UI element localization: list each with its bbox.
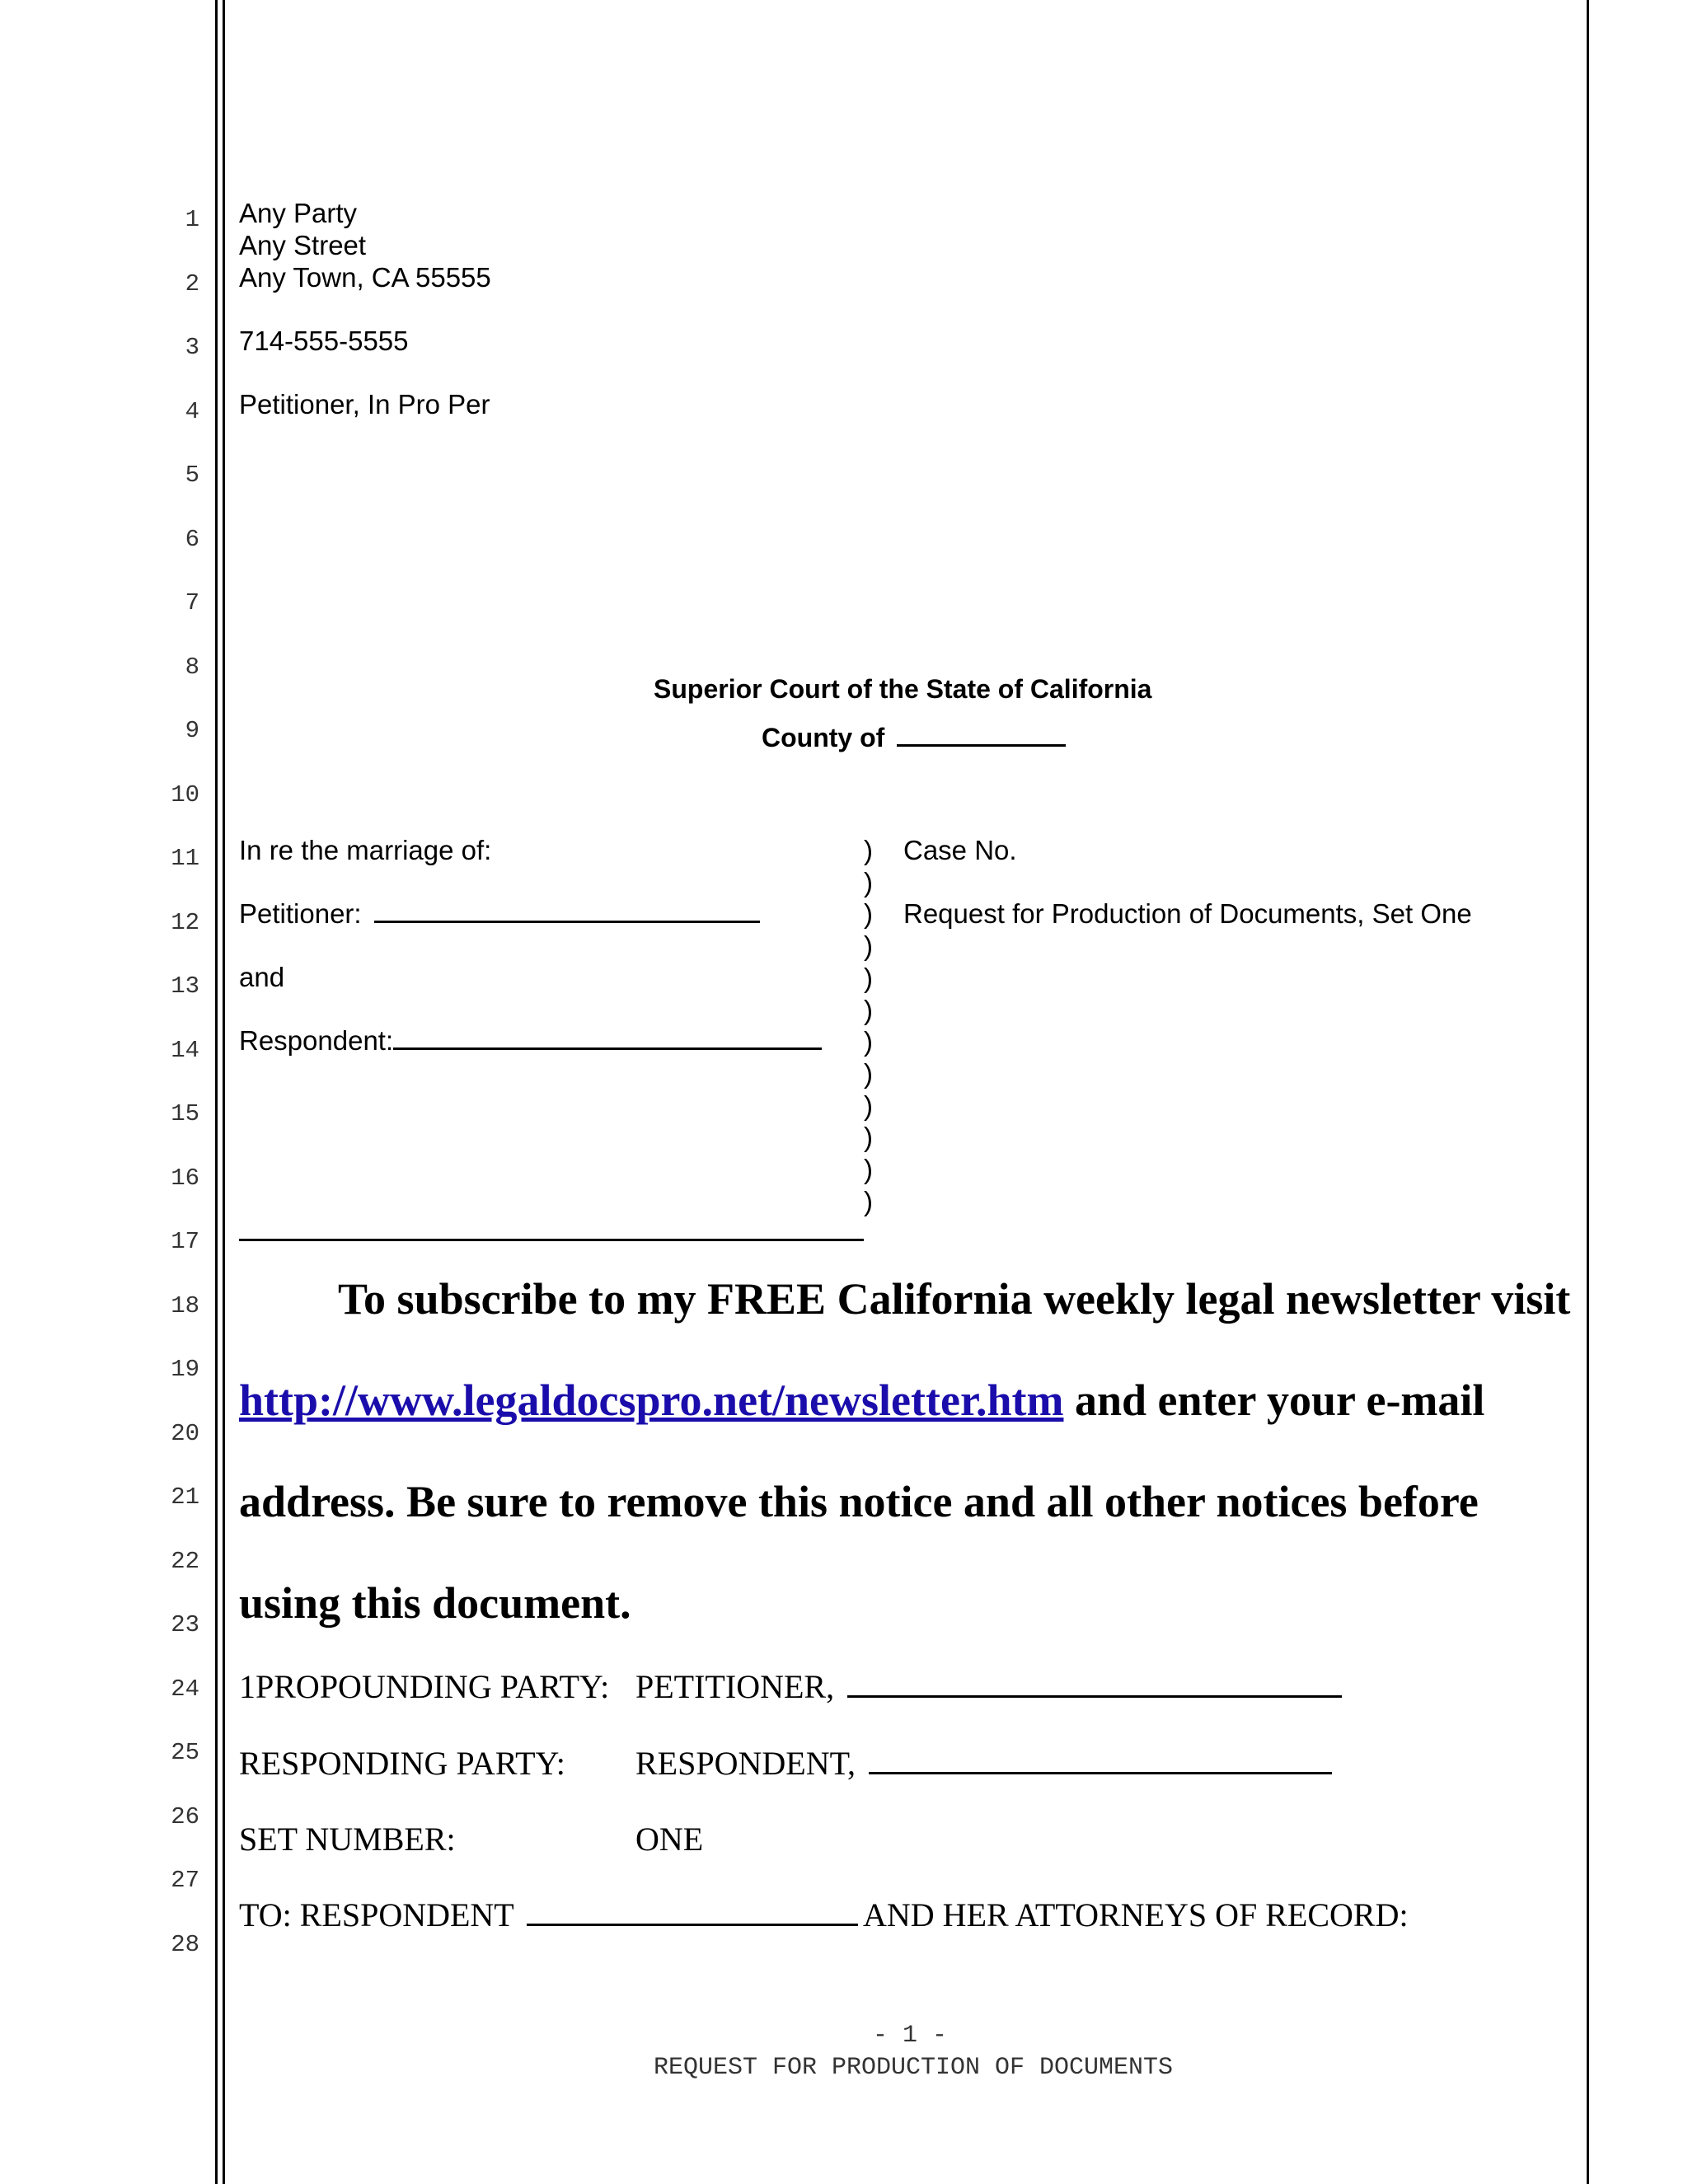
- footer-title: REQUEST FOR PRODUCTION OF DOCUMENTS: [653, 2054, 1174, 2082]
- attorney-city: Any Town, CA 55555: [239, 262, 491, 293]
- notice-line-1: To subscribe to my FREE California weekly legal newsletter visit: [338, 1274, 1571, 1324]
- to-line-suffix: AND HER ATTORNEYS OF RECORD:: [863, 1896, 1409, 1933]
- line-number: 17: [171, 1228, 199, 1255]
- line-number: 12: [171, 908, 199, 936]
- line-number: 25: [171, 1739, 199, 1766]
- caption-paren: ): [864, 994, 873, 1025]
- line-number: 14: [171, 1036, 199, 1064]
- caption-paren: ): [864, 1154, 873, 1184]
- line-number: 21: [171, 1483, 199, 1511]
- line-number: 3: [185, 334, 199, 361]
- left-margin-rule-outer: [215, 0, 218, 2184]
- court-title: Superior Court of the State of California: [654, 674, 1152, 704]
- caption-bottom-rule: [239, 1239, 864, 1241]
- attorney-name: Any Party: [239, 198, 358, 228]
- attorney-phone: 714-555-5555: [239, 326, 409, 356]
- line-number: 22: [171, 1547, 199, 1575]
- notice-line-2: [239, 1375, 1484, 1426]
- footer-page-number: - 1 -: [872, 2022, 947, 2050]
- to-respondent-blank: [527, 1900, 858, 1926]
- notice-line-4: using this document.: [239, 1578, 631, 1628]
- set-number-label: SET NUMBER:: [239, 1821, 456, 1858]
- line-number: 26: [171, 1802, 199, 1830]
- attorney-role: Petitioner, In Pro Per: [239, 389, 490, 419]
- caption-paren: ): [864, 1090, 873, 1121]
- line-number: 19: [171, 1356, 199, 1383]
- line-number: 5: [185, 462, 199, 489]
- line-number: 16: [171, 1164, 199, 1192]
- to-line: [239, 1896, 1409, 1934]
- caption-paren: ): [864, 1185, 873, 1216]
- newsletter-link[interactable]: http://www.legaldocspro.net/newsletter.htm: [239, 1376, 1064, 1425]
- line-number: 9: [185, 717, 199, 744]
- caption-paren: ): [864, 962, 873, 993]
- right-margin-rule: [1587, 0, 1589, 2184]
- county-blank: [897, 723, 1066, 747]
- notice-line-2-rest: and enter your e-mail: [1063, 1376, 1485, 1425]
- line-number: 24: [171, 1675, 199, 1703]
- propounding-party-label: 1PROPOUNDING PARTY:: [239, 1668, 610, 1705]
- responding-party-value-text: RESPONDENT,: [635, 1745, 856, 1782]
- caption-respondent: [239, 1025, 822, 1057]
- line-number: 28: [171, 1930, 199, 1958]
- caption-paren: ): [864, 930, 873, 962]
- case-number-label: Case No.: [903, 835, 1017, 865]
- line-number: 2: [185, 269, 199, 298]
- responding-party-label: RESPONDING PARTY:: [239, 1745, 565, 1782]
- left-margin-rule-inner: [223, 0, 225, 2184]
- responding-party-value: [635, 1744, 1332, 1783]
- caption-paren: ): [864, 1057, 873, 1089]
- line-number: 1: [185, 206, 199, 233]
- set-number-value: ONE: [635, 1821, 704, 1858]
- line-number: 11: [171, 845, 199, 872]
- caption-paren: ): [864, 835, 873, 865]
- line-number: 7: [185, 589, 199, 616]
- line-number: 15: [171, 1100, 199, 1127]
- respondent-blank: [393, 1026, 822, 1050]
- line-number: 20: [171, 1419, 199, 1447]
- line-number: 8: [185, 653, 199, 681]
- caption-petitioner: [239, 898, 760, 930]
- caption-petitioner-label: Petitioner:: [239, 898, 362, 929]
- caption-and: and: [239, 962, 285, 992]
- court-county: [762, 723, 1066, 753]
- propounding-party-value: [635, 1667, 1342, 1706]
- line-number: 10: [171, 780, 199, 808]
- to-line-prefix: TO: RESPONDENT: [239, 1896, 514, 1933]
- propounding-party-value-text: PETITIONER,: [635, 1668, 835, 1705]
- line-number: 4: [185, 397, 199, 425]
- court-county-label: County of: [762, 723, 885, 752]
- caption-paren: ): [864, 1026, 873, 1057]
- responding-blank: [869, 1749, 1332, 1774]
- attorney-street: Any Street: [239, 230, 367, 260]
- caption-respondent-label: Respondent:: [239, 1025, 394, 1056]
- document-title: Request for Production of Documents, Set One: [903, 898, 1472, 929]
- line-number: 6: [185, 525, 199, 553]
- caption-paren: ): [864, 898, 873, 930]
- line-number: 23: [171, 1611, 199, 1638]
- line-number: 27: [171, 1867, 199, 1894]
- caption-paren: ): [864, 1122, 873, 1153]
- caption-in-re: In re the marriage of:: [239, 835, 492, 865]
- caption-paren: ): [864, 866, 873, 898]
- line-number: 13: [171, 972, 199, 1000]
- propounding-blank: [847, 1672, 1342, 1698]
- petitioner-blank: [374, 899, 760, 923]
- line-number: 18: [171, 1291, 199, 1319]
- notice-line-3: address. Be sure to remove this notice and all other notices before: [239, 1477, 1479, 1526]
